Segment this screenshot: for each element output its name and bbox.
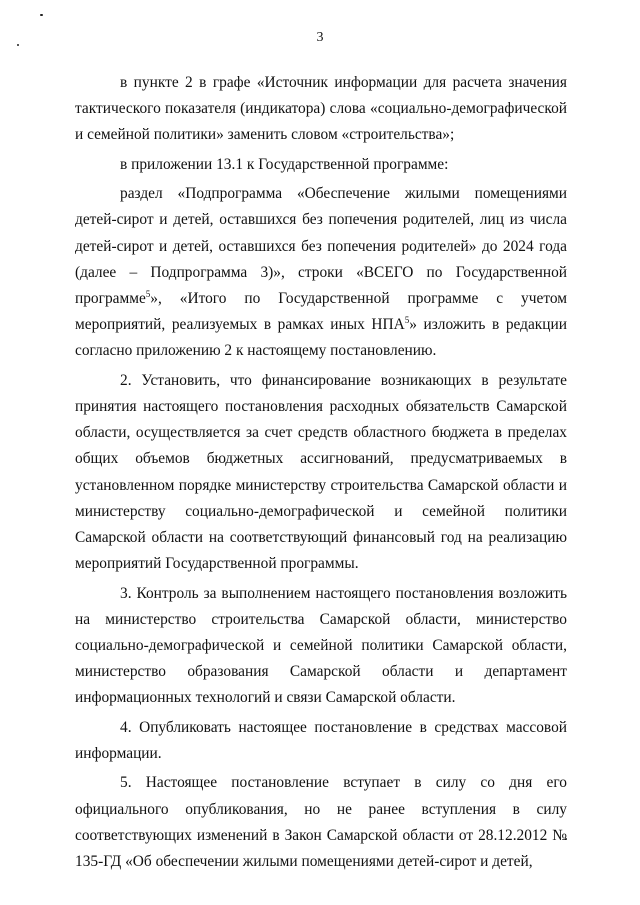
footnote-marker: 5 xyxy=(145,289,151,299)
paragraph-item-2-financing: 2. Установить, что финансирование возникающих в результате принятия настоящего постановления расходных обязательств Самарской области, осуществляется за счет средств областного бюджета в пределах общих объемов бюджетных ассигнований, предусматриваемых в установленном порядке министерству строительства Самарской области и министерству социально-демографической и семейной политики Самарской области на соответствующий финансовый год на реализацию мероприятий Государственной программы. xyxy=(75,371,567,573)
paragraph-subprogram-text-1: раздел «Подпрограмма «Обеспечение жилыми помещениями детей-сирот и детей, оставшихся без попечения родителей, лиц из числа детей-сирот и детей, оставшихся без попечения родителей» до 2024 года (далее – Подпрограмма 3)», строки «ВСЕГО по Государственной программе xyxy=(75,185,567,307)
paragraph-item-4-publish: 4. Опубликовать настоящее постановление в средствах массовой информации. xyxy=(75,718,567,763)
page-number: 3 xyxy=(316,30,324,45)
paragraph-item-5-effective: 5. Настоящее постановление вступает в силу со дня его официального опубликования, но не ранее вступления в силу соответствующих изменений в Закон Самарской области от 28.12.2012 № 135-ГД «Об обеспечении жилыми помещениями детей-сирот и детей, xyxy=(75,774,567,871)
paragraph-subprogram-text-2: », «Итого по Государственной программе с учетом мероприятий, реализуемых в рамках иных НПА xyxy=(75,290,567,334)
footnote-marker: 5 xyxy=(404,315,410,326)
paragraph-subprogram-text-3: » изложить в редакции согласно приложению 2 к настоящему постановлению. xyxy=(75,316,567,360)
paragraph-subprogram-section xyxy=(75,181,567,364)
document-body xyxy=(75,70,567,875)
paragraph-appendix-13-1: в приложении 13.1 к Государственной программе: xyxy=(120,155,449,173)
scan-speck xyxy=(40,14,43,16)
paragraph-amend-point-2: в пункте 2 в графе «Источник информации для расчета значения тактического показателя (индикатора) слова «социально-демографической и семейной политики» заменить словом «строительства»; xyxy=(75,74,567,144)
paragraph-item-3-control: 3. Контроль за выполнением настоящего постановления возложить на министерство строительства Самарской области, министерство социально-демографической и семейной политики Самарской области, министерство образования Самарской области и департамент информационных технологий и связи Самарской области. xyxy=(75,584,567,707)
